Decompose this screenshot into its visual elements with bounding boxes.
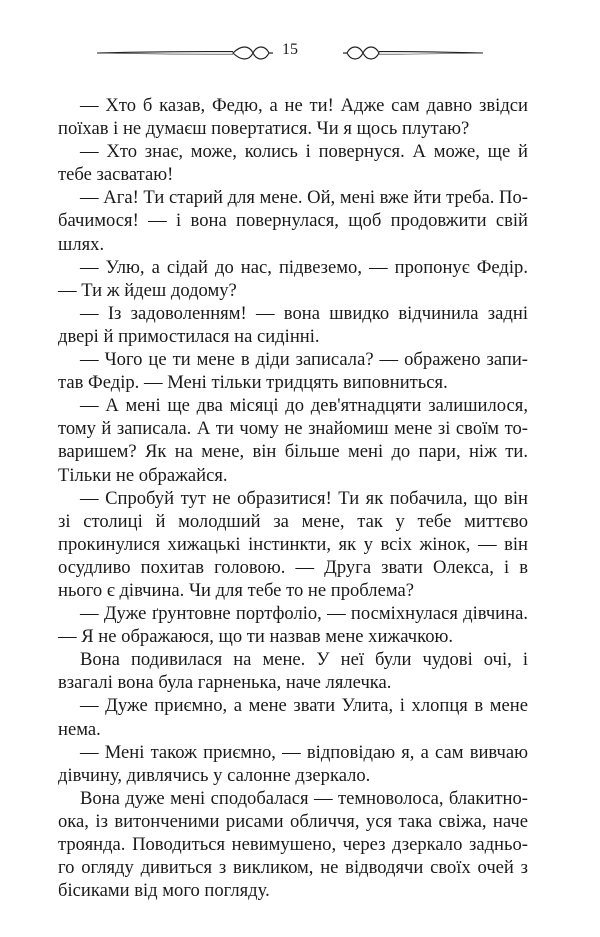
paragraph: Вона дуже мені сподобалася — темноволоса, блакитноока, із витонченими рисами обличчя, уся така свіжа, наче троянда. Поводиться невимушено, через дзеркало заднього огляду дивиться з викликом, не відводячи своїх очей з бісиками від мого погляду. xyxy=(58,787,528,902)
page-number: 15 xyxy=(282,41,298,58)
paragraph: — Хто знає, може, колись і повернуся. А може, ще й тебе засватаю! xyxy=(58,141,528,186)
paragraph: — Із задоволенням! — вона швидко відчинила задні двері й примостилася на сидінні. xyxy=(58,302,528,347)
body-text xyxy=(58,94,528,902)
paragraph: — Дуже приємно, а мене звати Улита, і хлопця в мене нема. xyxy=(58,695,528,740)
page-header xyxy=(95,38,485,68)
paragraph: — Улю, а сідай до нас, підвеземо, — пропонує Федір. — Ти ж йдеш додому? xyxy=(58,256,528,301)
paragraph: — А мені ще два місяці до дев'ятнадцяти залишилося, тому й записала. А ти чому не знайомиш мене зі своїм товаришем? Як на мене, він більше мені до пари, ніж ти. Тільки не ображайся. xyxy=(58,395,528,486)
paragraph: — Дуже ґрунтовне портфоліо, — посміхнулася дівчина. — Я не ображаюся, що ти назвав мене хижачкою. xyxy=(58,603,528,648)
paragraph: — Чого це ти мене в діди записала? — ображено запитав Федір. — Мені тільки тридцять виповниться. xyxy=(58,349,528,394)
paragraph: — Ага! Ти старий для мене. Ой, мені вже йти треба. Побачимося! — і вона повернулася, щоб продовжити свій шлях. xyxy=(58,187,528,255)
paragraph: — Мені також приємно, — відповідаю я, а сам вивчаю дівчину, дивлячись у салонне дзеркало. xyxy=(58,741,528,786)
paragraph: — Спробуй тут не образитися! Ти як побачила, що він зі столиці й молодший за мене, так у тебе миттєво прокинулися хижацькі інстинкти, як у всіх жінок, — він осудливо похитав головою. — Друга звати Олекса, і в нього є дівчина. Чи для тебе то не проблема? xyxy=(58,487,528,601)
paragraph: — Хто б казав, Федю, а не ти! Адже сам давно звідси поїхав і не думаєш повертатися. Чи я щось плутаю? xyxy=(58,95,528,140)
paragraph: Вона подивилася на мене. У неї були чудові очі, і взагалі вона була гарненька, наче лялечка. xyxy=(58,649,528,694)
